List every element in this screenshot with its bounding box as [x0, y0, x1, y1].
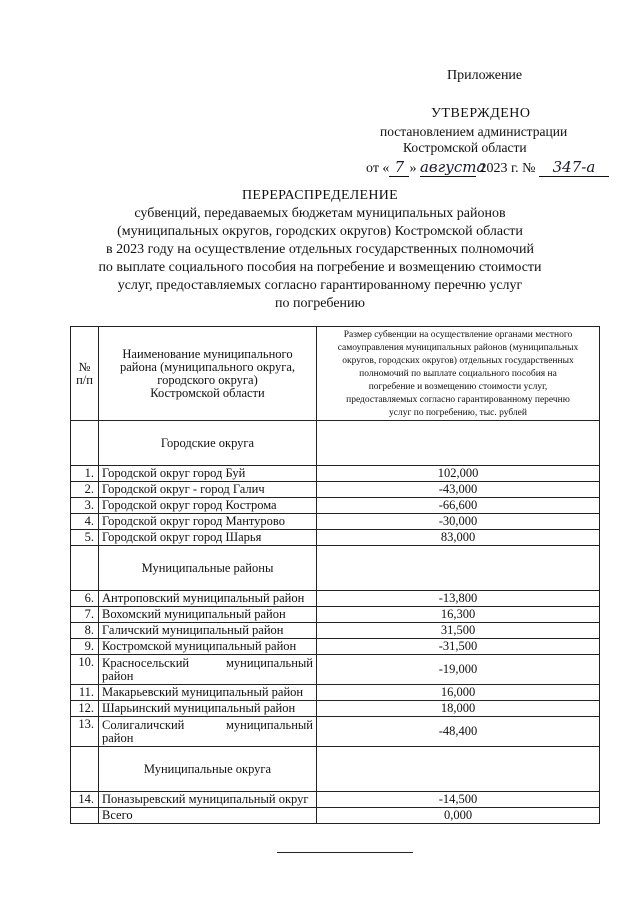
row-name: Костромской муниципальный район [99, 639, 317, 655]
table-row [71, 482, 600, 498]
table-row [71, 591, 600, 607]
row-name: Макарьевский муниципальный район [99, 685, 317, 701]
region-line: Костромской области [403, 140, 527, 155]
title-line-3: в 2023 году на осуществление отдельных государственных полномочий [106, 242, 534, 257]
row-name: Галичский муниципальный район [99, 623, 317, 639]
header-value-line: округов, городских округов) отдельных государственных [342, 356, 574, 366]
quote-close: » [409, 161, 417, 176]
approved-by-line: постановлением администрации [380, 124, 568, 139]
table-row [71, 701, 600, 717]
row-value: -31,500 [317, 639, 600, 655]
row-value: -66,600 [317, 498, 600, 514]
table-header-row [71, 327, 600, 421]
approved-label: УТВЕРЖДЕНО [431, 106, 531, 121]
section-title: Городские округа [99, 421, 317, 466]
decree-year: 2023 г. № [479, 161, 536, 176]
closing-divider [277, 852, 413, 853]
row-name-word: муниципальный [226, 655, 313, 670]
row-name-line: район [102, 730, 134, 745]
header-number [71, 327, 99, 421]
row-name: Городской округ - город Галич [99, 482, 317, 498]
empty-cell [71, 808, 99, 824]
row-name-word: муниципальный [226, 717, 313, 732]
row-name: Вохомский муниципальный район [99, 607, 317, 623]
row-value: -14,500 [317, 792, 600, 808]
title-line-1: субвенций, передаваемых бюджетам муниципальных районов [134, 206, 506, 221]
empty-cell [71, 546, 99, 591]
row-number: 6. [71, 591, 99, 607]
table-row [71, 623, 600, 639]
section-row [71, 421, 600, 466]
header-name-line: Наименование муниципального [122, 346, 293, 361]
row-number: 14. [71, 792, 99, 808]
decree-number: 347-а [539, 158, 609, 177]
from-label: от « [366, 161, 390, 176]
header-value [317, 327, 600, 421]
row-value: 16,300 [317, 607, 600, 623]
empty-cell [317, 747, 600, 792]
row-name: Поназыревский муниципальный округ [99, 792, 317, 808]
row-value: 18,000 [317, 701, 600, 717]
header-value-line: самоуправления муниципальных районов (муниципальных [337, 343, 579, 353]
table-row [71, 498, 600, 514]
row-name-line: район [102, 668, 134, 683]
row-value: 102,000 [317, 466, 600, 482]
row-name: Городской округ город Кострома [99, 498, 317, 514]
row-value: -43,000 [317, 482, 600, 498]
total-row [71, 808, 600, 824]
row-name: Антроповский муниципальный район [99, 591, 317, 607]
row-value: -19,000 [317, 655, 600, 685]
row-value: -30,000 [317, 514, 600, 530]
table-row [71, 466, 600, 482]
row-number: 9. [71, 639, 99, 655]
section-title: Муниципальные округа [99, 747, 317, 792]
document-heading: ПЕРЕРАСПРЕДЕЛЕНИЕ [241, 188, 399, 203]
row-number: 4. [71, 514, 99, 530]
decree-date-number [366, 158, 609, 177]
total-value: 0,000 [317, 808, 600, 824]
row-value: -48,400 [317, 717, 600, 747]
header-value-line: предоставляемых согласно гарантированному перечню [346, 395, 570, 405]
total-label: Всего [99, 808, 317, 824]
row-value: -13,800 [317, 591, 600, 607]
table-row [71, 514, 600, 530]
header-number-line: п/п [76, 372, 93, 387]
empty-cell [317, 546, 600, 591]
table-row [71, 530, 600, 546]
header-value-line: полномочий по выплате социального пособия на [359, 369, 557, 379]
row-name: Городской округ город Мантурово [99, 514, 317, 530]
header-value-line: услуг по погребению, тыс. рублей [389, 408, 527, 418]
row-number: 1. [71, 466, 99, 482]
row-number: 13. [71, 717, 99, 747]
row-value: 31,500 [317, 623, 600, 639]
header-name-line: района (муниципального округа, [119, 359, 296, 374]
row-number: 10. [71, 655, 99, 685]
decree-month: августа [419, 158, 486, 176]
table-row [71, 655, 600, 685]
header-name [99, 327, 317, 421]
title-line-6: по погребению [274, 296, 366, 311]
appendix-label: Приложение [447, 68, 523, 83]
table-row [71, 607, 600, 623]
row-name-line [102, 719, 313, 732]
row-name-word: Красносельский [102, 655, 190, 670]
row-number: 5. [71, 530, 99, 546]
row-number: 11. [71, 685, 99, 701]
row-number: 12. [71, 701, 99, 717]
table-row [71, 685, 600, 701]
decree-day: 7 [389, 158, 409, 177]
header-value-line: погребение и возмещению стоимости услуг, [368, 382, 548, 392]
row-number: 3. [71, 498, 99, 514]
row-name-line [102, 657, 313, 670]
row-number: 8. [71, 623, 99, 639]
empty-cell [71, 421, 99, 466]
header-value-line: Размер субвенции на осуществление органами местного [343, 330, 573, 340]
row-name: Шарьинский муниципальный район [99, 701, 317, 717]
section-row [71, 546, 600, 591]
row-number: 2. [71, 482, 99, 498]
title-line-4: по выплате социального пособия на погребение и возмещению стоимости [98, 260, 542, 275]
row-name [99, 717, 317, 747]
section-title: Муниципальные районы [99, 546, 317, 591]
table-row [71, 792, 600, 808]
row-name: Городской округ город Буй [99, 466, 317, 482]
row-value: 83,000 [317, 530, 600, 546]
row-name: Городской округ город Шарья [99, 530, 317, 546]
empty-cell [71, 747, 99, 792]
row-number: 7. [71, 607, 99, 623]
subvention-table [70, 326, 600, 824]
title-line-5: услуг, предоставляемых согласно гарантированному перечню услуг [117, 278, 523, 293]
title-line-2: (муниципальных округов, городских округов) Костромской области [117, 224, 523, 239]
empty-cell [317, 421, 600, 466]
row-value: 16,000 [317, 685, 600, 701]
table-row [71, 639, 600, 655]
row-name [99, 655, 317, 685]
header-name-line: Костромской области [150, 385, 265, 400]
table-row [71, 717, 600, 747]
header-name-line: городского округа) [157, 372, 258, 387]
header-number-line: № [78, 359, 91, 374]
section-row [71, 747, 600, 792]
row-name-word: Солигаличский [102, 717, 185, 732]
